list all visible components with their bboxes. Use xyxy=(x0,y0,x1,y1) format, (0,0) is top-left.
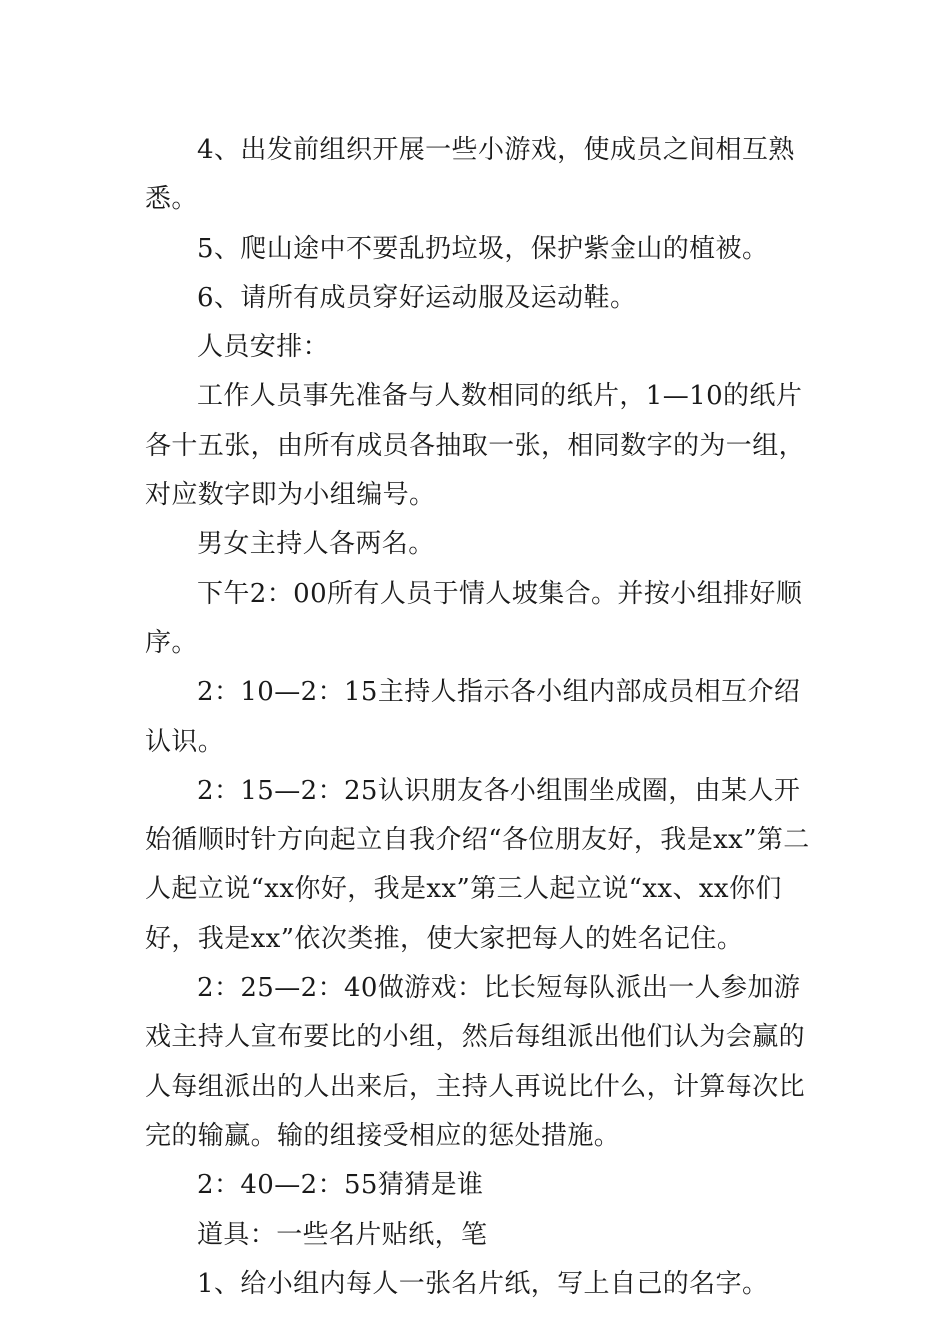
paragraph-props: 道具：一些名片贴纸，笔 xyxy=(197,1219,488,1250)
paragraph-grouping: 工作人员事先准备与人数相同的纸片，1—10的纸片各十五张，由所有成员各抽取一张，相同数字的为一组，对应数字即为小组编号。 xyxy=(145,381,806,511)
paragraph-item-4: 4、出发前组织开展一些小游戏，使成员之间相互熟悉。 xyxy=(145,135,795,215)
paragraph-schedule-guess-who: 2：40—2：55猜猜是谁 xyxy=(197,1170,484,1201)
paragraph-schedule-introductions: 2：10—2：15主持人指示各小组内部成员相互介绍认识。 xyxy=(145,677,801,757)
section-heading-staff: 人员安排： xyxy=(197,332,330,363)
document-body xyxy=(145,126,815,1309)
paragraph-assembly: 下午2：00所有人员于情人坡集合。并按小组排好顺序。 xyxy=(145,578,803,658)
paragraph-step-1: 1、给小组内每人一张名片纸，写上自己的名字。 xyxy=(197,1268,769,1299)
paragraph-item-5: 5、爬山途中不要乱扔垃圾，保护紫金山的植被。 xyxy=(197,233,769,264)
paragraph-schedule-name-game: 2：15—2：25认识朋友各小组围坐成圈，由某人开始循顺时针方向起立自我介绍“各位朋友好，我是xx”第二人起立说“xx你好，我是xx”第三人起立说“xx、xx你们好，我是xx”依次类推，使大家把每人的姓名记住。 xyxy=(145,775,810,954)
paragraph-item-6: 6、请所有成员穿好运动服及运动鞋。 xyxy=(197,282,637,313)
paragraph-schedule-contest: 2：25—2：40做游戏：比长短每队派出一人参加游戏主持人宣布要比的小组，然后每组派出他们认为会赢的人每组派出的人出来后，主持人再说比什么，计算每次比完的输赢。输的组接受相应的惩处措施。 xyxy=(145,973,806,1151)
paragraph-hosts: 男女主持人各两名。 xyxy=(197,529,435,560)
